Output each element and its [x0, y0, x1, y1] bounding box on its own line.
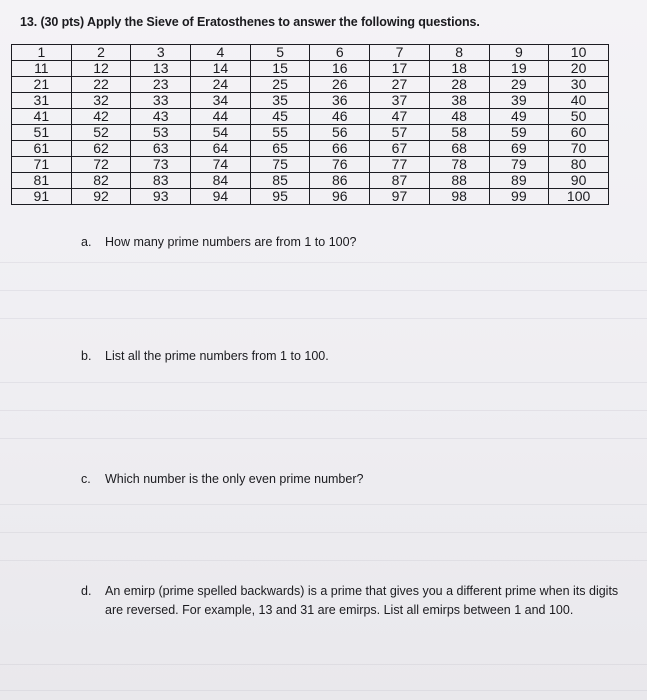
grid-cell: 18 — [429, 61, 489, 77]
grid-cell: 67 — [370, 141, 430, 157]
grid-cell: 60 — [549, 125, 609, 141]
grid-cell: 66 — [310, 141, 370, 157]
grid-cell: 40 — [549, 93, 609, 109]
grid-cell: 78 — [429, 157, 489, 173]
grid-row — [12, 109, 609, 125]
grid-cell: 88 — [429, 173, 489, 189]
question-c-text: Which number is the only even prime number? — [105, 472, 364, 486]
grid-cell: 17 — [370, 61, 430, 77]
question-a-text: How many prime numbers are from 1 to 100? — [105, 235, 357, 249]
grid-cell: 56 — [310, 125, 370, 141]
grid-cell: 15 — [250, 61, 310, 77]
grid-cell: 57 — [370, 125, 430, 141]
grid-cell: 99 — [489, 189, 549, 205]
grid-cell: 65 — [250, 141, 310, 157]
grid-cell: 30 — [549, 77, 609, 93]
grid-cell: 43 — [131, 109, 191, 125]
grid-cell: 50 — [549, 109, 609, 125]
question-d-text: An emirp (prime spelled backwards) is a prime that gives you a different prime when its digits are reversed. For example, 13 and 31 are emirps. List all emirps between 1 and 100. — [105, 584, 619, 617]
question-b-label: b. — [81, 349, 92, 363]
grid-cell: 94 — [191, 189, 251, 205]
grid-cell: 46 — [310, 109, 370, 125]
grid-cell: 95 — [250, 189, 310, 205]
grid-cell: 80 — [549, 157, 609, 173]
grid-cell: 6 — [310, 45, 370, 61]
grid-row — [12, 93, 609, 109]
grid-cell: 72 — [71, 157, 131, 173]
grid-cell: 87 — [370, 173, 430, 189]
grid-cell: 34 — [191, 93, 251, 109]
grid-cell: 90 — [549, 173, 609, 189]
grid-cell: 41 — [12, 109, 72, 125]
grid-row — [12, 141, 609, 157]
grid-cell: 70 — [549, 141, 609, 157]
grid-cell: 28 — [429, 77, 489, 93]
grid-cell: 3 — [131, 45, 191, 61]
grid-cell: 11 — [12, 61, 72, 77]
grid-cell: 82 — [71, 173, 131, 189]
grid-cell: 26 — [310, 77, 370, 93]
grid-cell: 71 — [12, 157, 72, 173]
question-c — [81, 470, 363, 489]
grid-cell: 92 — [71, 189, 131, 205]
grid-cell: 22 — [71, 77, 131, 93]
grid-cell: 73 — [131, 157, 191, 173]
grid-cell: 27 — [370, 77, 430, 93]
grid-cell: 100 — [549, 189, 609, 205]
grid-cell: 7 — [370, 45, 430, 61]
question-b — [81, 347, 329, 366]
grid-cell: 29 — [489, 77, 549, 93]
grid-cell: 19 — [489, 61, 549, 77]
grid-cell: 45 — [250, 109, 310, 125]
grid-cell: 68 — [429, 141, 489, 157]
grid-cell: 55 — [250, 125, 310, 141]
grid-cell: 23 — [131, 77, 191, 93]
grid-cell: 31 — [12, 93, 72, 109]
sieve-grid — [11, 44, 609, 205]
grid-cell: 89 — [489, 173, 549, 189]
grid-cell: 47 — [370, 109, 430, 125]
grid-cell: 86 — [310, 173, 370, 189]
grid-cell: 32 — [71, 93, 131, 109]
grid-cell: 16 — [310, 61, 370, 77]
grid-row — [12, 77, 609, 93]
question-title: 13. (30 pts) Apply the Sieve of Eratosthenes to answer the following questions. — [20, 15, 480, 29]
grid-cell: 97 — [370, 189, 430, 205]
grid-cell: 59 — [489, 125, 549, 141]
grid-cell: 2 — [71, 45, 131, 61]
grid-cell: 83 — [131, 173, 191, 189]
grid-cell: 44 — [191, 109, 251, 125]
grid-cell: 84 — [191, 173, 251, 189]
grid-cell: 96 — [310, 189, 370, 205]
grid-cell: 58 — [429, 125, 489, 141]
grid-row — [12, 125, 609, 141]
grid-cell: 10 — [549, 45, 609, 61]
grid-row — [12, 173, 609, 189]
grid-cell: 76 — [310, 157, 370, 173]
grid-row — [12, 157, 609, 173]
grid-cell: 63 — [131, 141, 191, 157]
grid-row — [12, 45, 609, 61]
grid-cell: 81 — [12, 173, 72, 189]
grid-cell: 1 — [12, 45, 72, 61]
grid-row — [12, 189, 609, 205]
question-b-text: List all the prime numbers from 1 to 100. — [105, 349, 329, 363]
grid-cell: 35 — [250, 93, 310, 109]
grid-cell: 5 — [250, 45, 310, 61]
question-d-label: d. — [81, 584, 92, 598]
grid-cell: 33 — [131, 93, 191, 109]
grid-cell: 74 — [191, 157, 251, 173]
question-a — [81, 233, 357, 252]
grid-cell: 38 — [429, 93, 489, 109]
question-c-label: c. — [81, 472, 91, 486]
grid-cell: 53 — [131, 125, 191, 141]
grid-cell: 52 — [71, 125, 131, 141]
question-d — [81, 582, 626, 620]
grid-cell: 79 — [489, 157, 549, 173]
grid-row — [12, 61, 609, 77]
grid-cell: 21 — [12, 77, 72, 93]
grid-cell: 77 — [370, 157, 430, 173]
grid-cell: 14 — [191, 61, 251, 77]
grid-cell: 62 — [71, 141, 131, 157]
grid-cell: 24 — [191, 77, 251, 93]
grid-cell: 36 — [310, 93, 370, 109]
grid-cell: 93 — [131, 189, 191, 205]
grid-cell: 64 — [191, 141, 251, 157]
grid-cell: 54 — [191, 125, 251, 141]
grid-cell: 75 — [250, 157, 310, 173]
grid-cell: 51 — [12, 125, 72, 141]
grid-cell: 48 — [429, 109, 489, 125]
grid-cell: 98 — [429, 189, 489, 205]
grid-cell: 39 — [489, 93, 549, 109]
grid-cell: 42 — [71, 109, 131, 125]
grid-cell: 61 — [12, 141, 72, 157]
grid-cell: 25 — [250, 77, 310, 93]
grid-cell: 9 — [489, 45, 549, 61]
grid-cell: 69 — [489, 141, 549, 157]
question-a-label: a. — [81, 235, 92, 249]
grid-cell: 4 — [191, 45, 251, 61]
grid-cell: 91 — [12, 189, 72, 205]
grid-cell: 13 — [131, 61, 191, 77]
grid-cell: 20 — [549, 61, 609, 77]
grid-cell: 8 — [429, 45, 489, 61]
grid-cell: 85 — [250, 173, 310, 189]
grid-cell: 49 — [489, 109, 549, 125]
grid-cell: 37 — [370, 93, 430, 109]
grid-cell: 12 — [71, 61, 131, 77]
